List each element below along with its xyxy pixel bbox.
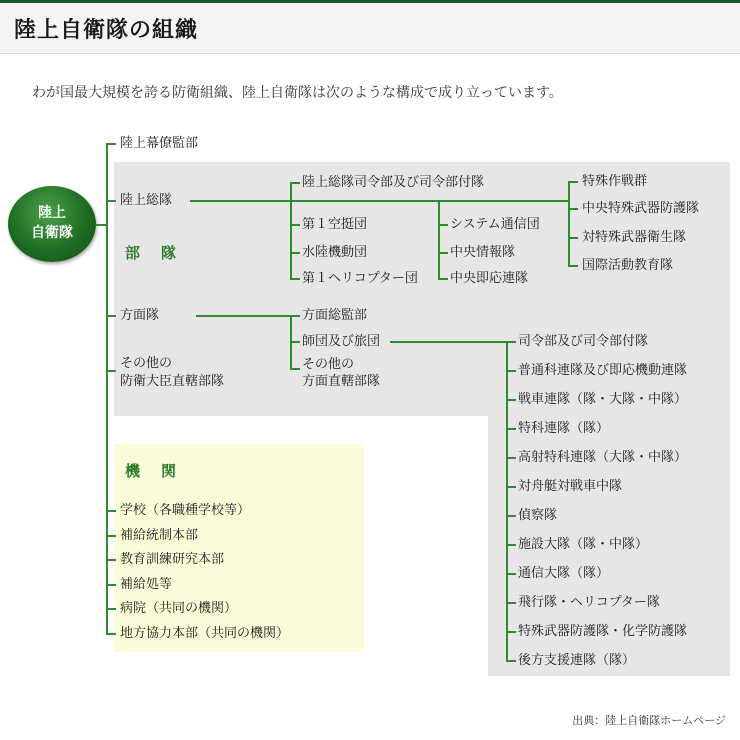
ground-col-c-spine: [568, 181, 570, 267]
ground-tick-hq: [290, 182, 300, 184]
army-tick-other: [290, 368, 300, 370]
division-unit: 高射特科連隊（大隊・中隊）: [518, 450, 688, 465]
ground-col-c-item: 国際活動教育隊: [582, 258, 674, 273]
division-tick: [506, 544, 516, 546]
ground-tick-b1: [438, 224, 448, 226]
ground-hq: 陸上総隊司令部及び司令部付隊: [302, 175, 485, 190]
ground-col-b-item: 中央情報隊: [450, 245, 516, 260]
agency-item: 学校（各職種学校等）: [120, 503, 251, 518]
division-tick: [506, 457, 516, 459]
header-bar: [0, 3, 740, 54]
division-unit: 特科連隊（隊）: [518, 421, 610, 436]
ground-tick-b3: [438, 278, 448, 280]
root-connector: [96, 224, 106, 226]
branch-army: 方面隊: [120, 308, 160, 323]
branch-other-direct-line2: 防衛大臣直轄部隊: [120, 374, 225, 389]
army-other-line2: 方面直轄部隊: [302, 374, 381, 389]
army-hq: 方面総監部: [302, 308, 368, 323]
ground-main-line: [190, 200, 568, 202]
division-unit: 施設大隊（隊・中隊）: [518, 537, 649, 552]
army-other-line1: その他の: [302, 357, 355, 372]
agency-item: 補給統制本部: [120, 528, 199, 543]
ground-tick-c4: [568, 265, 578, 267]
root-label-line1: 陸上: [38, 205, 66, 221]
agency-item: 補給処等: [120, 577, 173, 592]
tick-staff: [106, 143, 116, 145]
division-tick: [506, 399, 516, 401]
ground-tick-a1: [290, 224, 300, 226]
ground-col-c-item: 対特殊武器衛生隊: [582, 230, 687, 245]
agency-tick: [106, 510, 116, 512]
division-unit: 普通科連隊及び即応機動連隊: [518, 363, 688, 378]
branch-ground-component: 陸上総隊: [120, 193, 173, 208]
ground-col-b-item: 中央即応連隊: [450, 271, 529, 286]
ground-tick-c2: [568, 208, 578, 210]
root-label-line2: 自衛隊: [31, 225, 73, 241]
ground-col-a-item: 第１ヘリコプター団: [302, 271, 418, 286]
division-tick: [506, 660, 516, 662]
agency-item: 教育訓練研究本部: [120, 552, 225, 567]
tick-ground: [106, 200, 116, 202]
agency-tick: [106, 535, 116, 537]
ground-col-a-item: 第１空挺団: [302, 217, 368, 232]
army-tick-hq: [290, 315, 300, 317]
division-unit: 対舟艇対戦車中隊: [518, 479, 623, 494]
division-tick: [506, 370, 516, 372]
division-tick: [506, 573, 516, 575]
agency-item: 地方協力本部（共同の機関）: [120, 626, 290, 641]
division-unit: 後方支援連隊（隊）: [518, 653, 636, 668]
division-unit: 偵察隊: [518, 508, 558, 523]
division-unit: 司令部及び司令部付隊: [518, 334, 649, 349]
army-division: 師団及び旅団: [302, 334, 381, 349]
division-unit: 戦車連隊（隊・大隊・中隊）: [518, 392, 688, 407]
division-unit: 飛行隊・ヘリコプター隊: [518, 595, 660, 610]
division-tick: [506, 486, 516, 488]
division-unit: 通信大隊（隊）: [518, 566, 610, 581]
branch-staff: 陸上幕僚監部: [120, 136, 199, 151]
ground-col-a-item: 水陸機動団: [302, 245, 368, 260]
division-connector: [390, 341, 508, 343]
ground-tick-a2: [290, 252, 300, 254]
tick-army: [106, 315, 116, 317]
units-heading: 部 隊: [125, 244, 180, 262]
army-tick-division: [290, 341, 300, 343]
ground-tick-b2: [438, 252, 448, 254]
tick-other-direct: [106, 370, 116, 372]
branch-other-direct-line1: その他の: [120, 356, 173, 371]
division-tick: [506, 515, 516, 517]
ground-tick-a3: [290, 278, 300, 280]
ground-col-c-item: 特殊作戦群: [582, 174, 648, 189]
division-tick: [506, 631, 516, 633]
agency-tick: [106, 584, 116, 586]
intro-text: わが国最大規模を誇る防衛組織、陸上自衛隊は次のような構成で成り立っています。: [32, 85, 563, 101]
root-node-gsdf: [8, 186, 96, 262]
ground-tick-c1: [568, 181, 578, 183]
ground-col-a-spine: [290, 182, 292, 280]
ground-tick-c3: [568, 237, 578, 239]
agency-tick: [106, 559, 116, 561]
division-tick: [506, 602, 516, 604]
agency-item: 病院（共同の機関）: [120, 601, 238, 616]
ground-col-c-item: 中央特殊武器防護隊: [582, 201, 700, 216]
division-tick: [506, 428, 516, 430]
agencies-heading: 機 関: [125, 462, 180, 480]
agency-tick: [106, 608, 116, 610]
division-unit: 特殊武器防護隊・化学防護隊: [518, 624, 688, 639]
source-credit: 出典：陸上自衛隊ホームページ: [572, 714, 726, 727]
division-tick: [506, 341, 516, 343]
army-main-line: [196, 315, 292, 317]
division-spine: [506, 341, 508, 661]
ground-col-b-item: システム通信団: [450, 217, 540, 232]
page-title: 陸上自衛隊の組織: [14, 17, 199, 43]
ground-col-b-spine: [438, 200, 440, 280]
agency-tick: [106, 633, 116, 635]
